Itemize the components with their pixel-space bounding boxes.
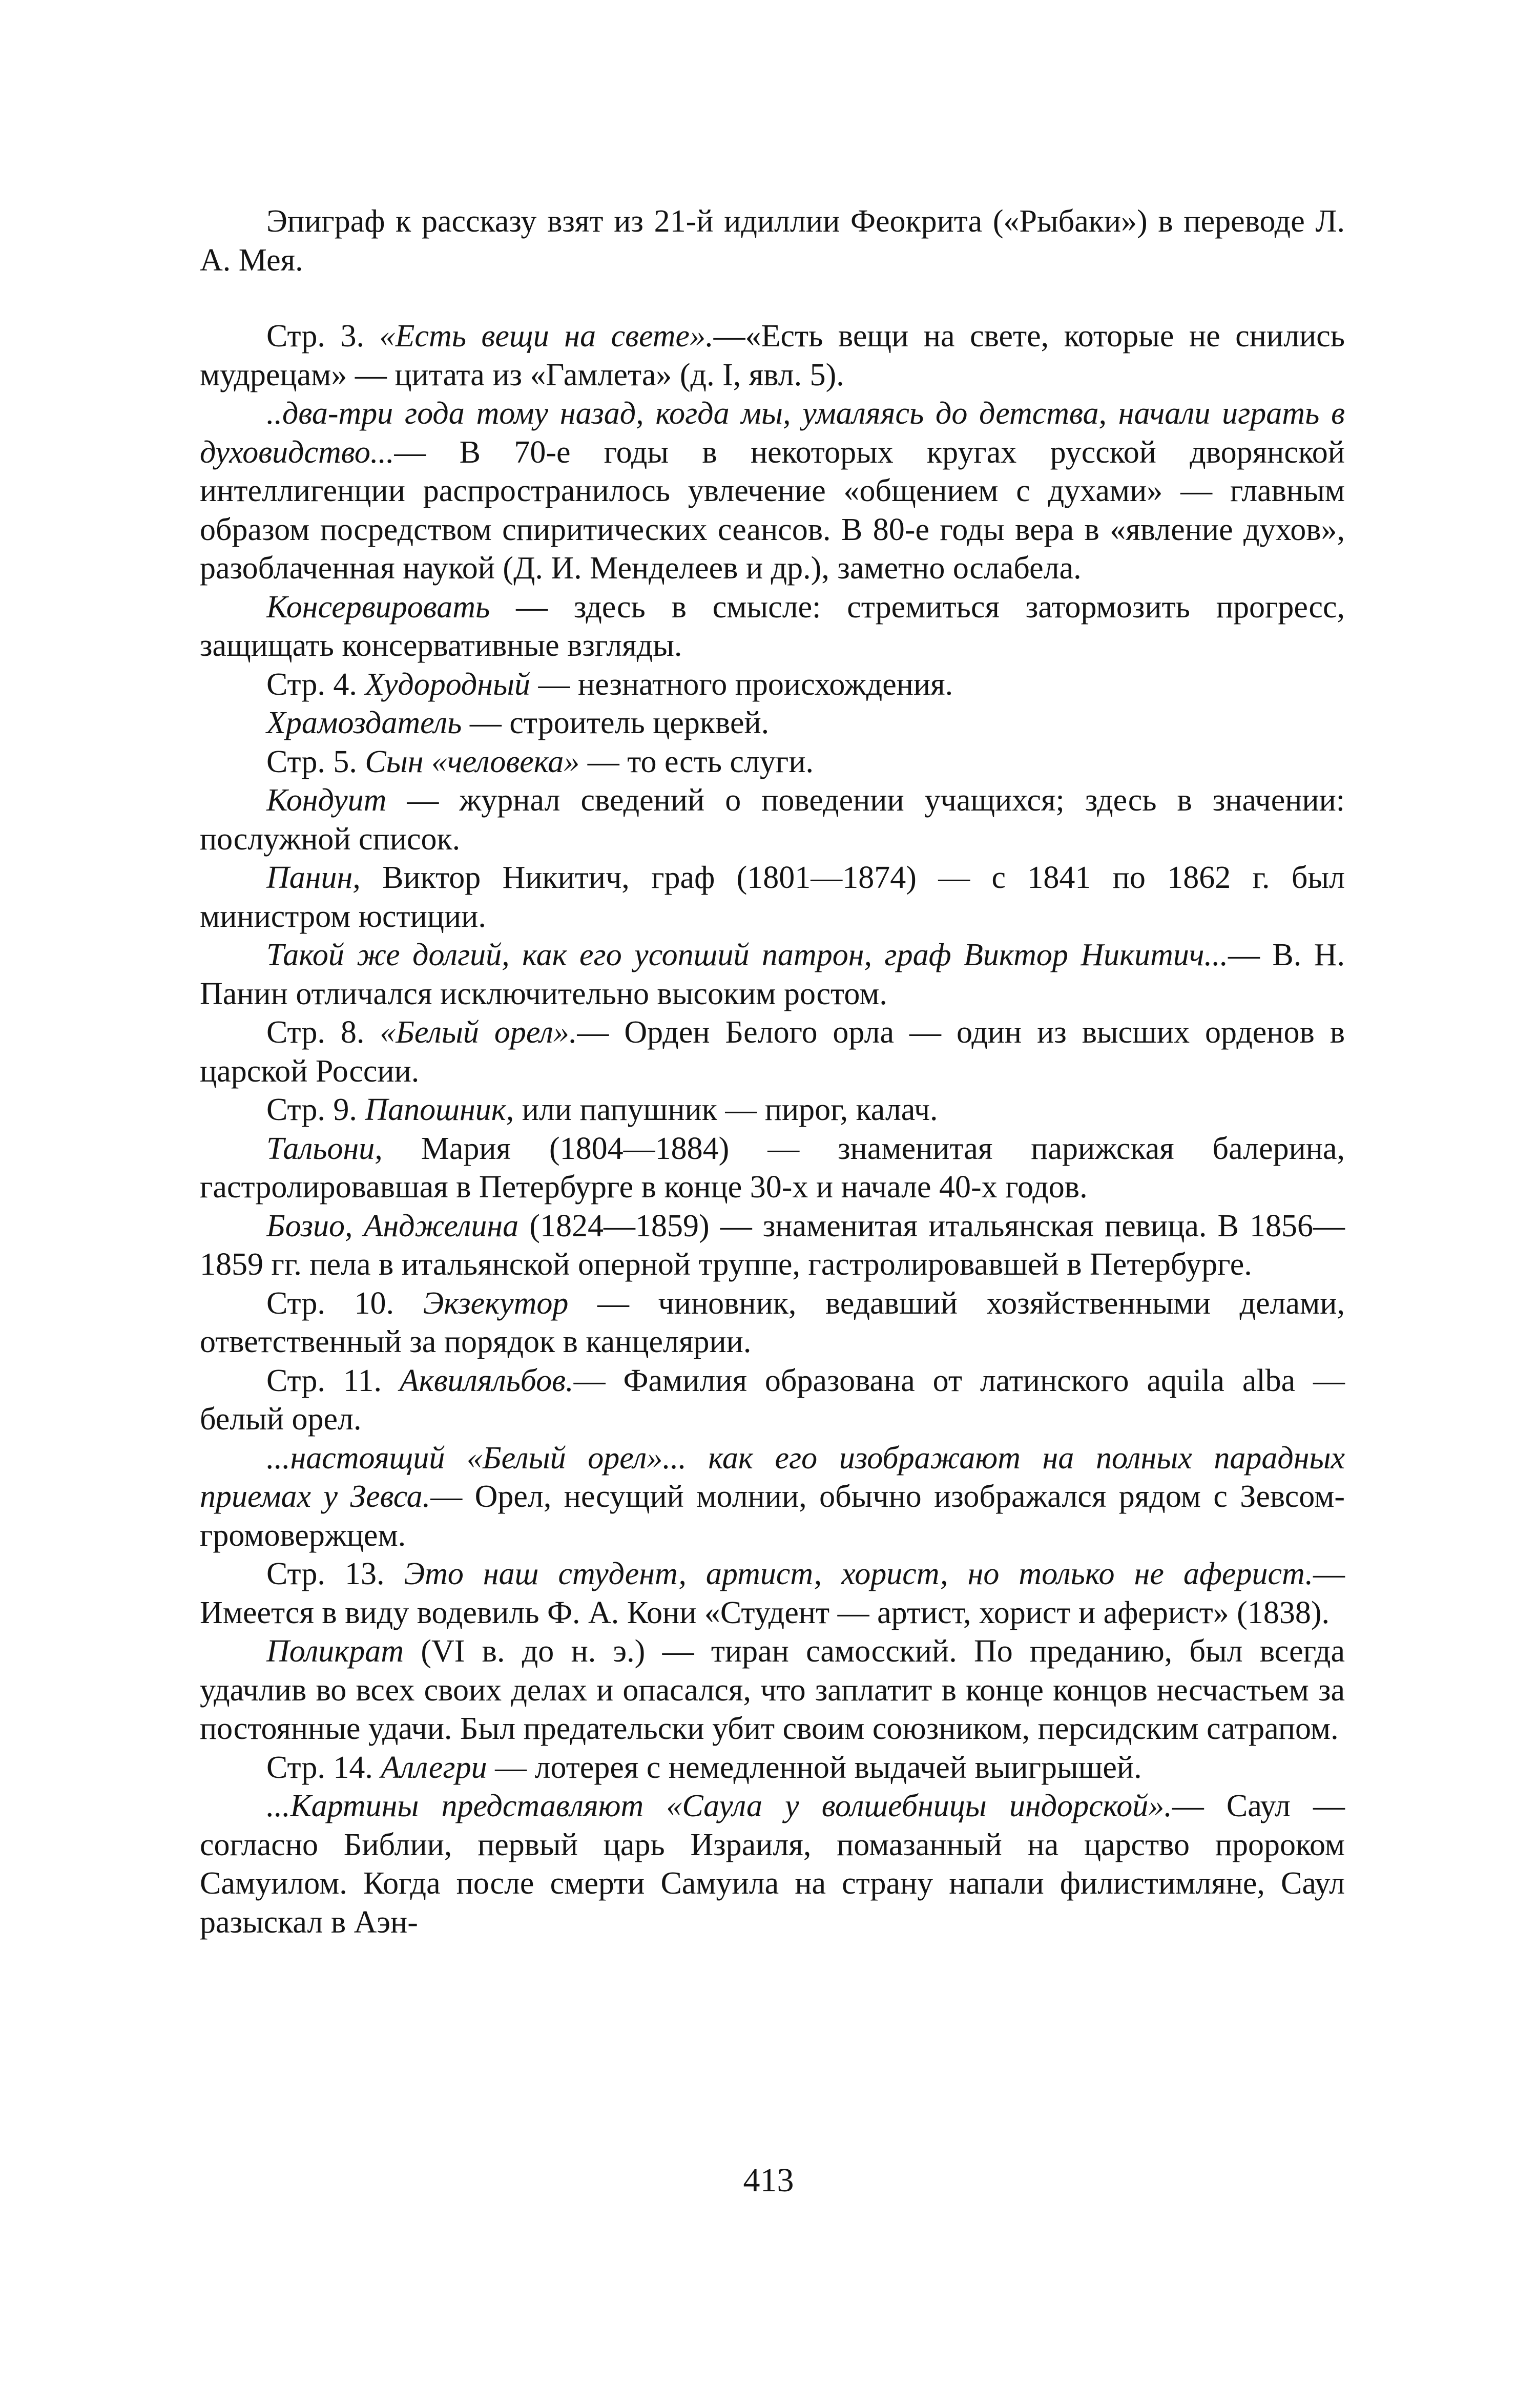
note-term: Поликрат — [266, 1634, 404, 1669]
note-item — [200, 588, 1345, 666]
note-term: «Есть вещи на свете». — [379, 319, 714, 354]
note-item — [200, 936, 1345, 1013]
note-term: Аллегри — [381, 1750, 487, 1785]
note-item — [200, 317, 1345, 395]
note-explanation: — В 70-е годы в некоторых кругах русской дворянской интеллигенции распространилось увлечение «общением с духами» — главным образом посредством спиритических сеансов. В 80-е годы вера в «явление духов», разоблаченная наукой (Д. И. Менделеев и др.), заметно ослабела. — [200, 434, 1345, 586]
note-explanation: — лотерея с немедленной выдачей выигрышей. — [487, 1750, 1142, 1785]
note-page-ref: Стр. 9. — [266, 1092, 365, 1127]
note-item — [200, 1787, 1345, 1942]
note-page-ref: Стр. 5. — [266, 744, 365, 779]
note-explanation: — Фамилия образована от латинского aquila alba — белый орел. — [200, 1363, 1345, 1437]
note-item — [200, 1013, 1345, 1091]
note-item — [200, 1439, 1345, 1555]
note-item — [200, 1555, 1345, 1632]
note-term: Панин, — [266, 860, 361, 895]
note-explanation: Виктор Никитич, граф (1801—1874) — с 1841 по 1862 г. был министром юстиции. — [200, 860, 1345, 934]
note-explanation: — В. Н. Панин отличался исключительно высоким ростом. — [200, 938, 1345, 1011]
note-term: Консервировать — [266, 589, 490, 625]
note-term: Аквиляльбов. — [399, 1363, 574, 1398]
note-explanation: — незнатного происхождения. — [530, 667, 953, 702]
note-term: Экзекутор — [423, 1285, 569, 1321]
note-explanation: — Орден Белого орла — один из высших орденов в царской России. — [200, 1015, 1345, 1089]
note-page-ref: Стр. 3. — [266, 319, 380, 354]
note-term: ..два-три года тому назад, когда мы, умаляясь до детства, начали играть в духовидство... — [200, 396, 1345, 470]
epigraph-note: Эпиграф к рассказу взят из 21-й идиллии Феокрита («Рыбаки») в переводе Л. А. Мея. — [200, 204, 1345, 278]
note-page-ref: Стр. 11. — [266, 1363, 400, 1398]
note-item — [200, 1749, 1345, 1788]
note-item — [200, 781, 1345, 859]
note-item — [200, 1207, 1345, 1284]
note-term: Это наш студент, артист, хорист, но только не аферист. — [404, 1556, 1314, 1591]
note-item — [200, 1284, 1345, 1362]
note-explanation: — то есть слуги. — [579, 744, 814, 779]
note-explanation: — чиновник, ведавший хозяйственными делами, ответственный за порядок в канцелярии. — [200, 1285, 1345, 1359]
note-explanation: — Саул — согласно Библии, первый царь Израиля, помазанный на царство пророком Самуилом. Когда после смерти Самуила на страну напали филистимляне, Саул разыскал в Аэн- — [200, 1789, 1345, 1940]
note-item — [200, 1130, 1345, 1207]
note-term: Такой же долгий, как его усопший патрон, граф Виктор Никитич... — [266, 938, 1228, 972]
note-item — [200, 666, 1345, 704]
note-term: ...Картины представляют «Саула у волшебницы индорской». — [266, 1789, 1172, 1823]
note-item — [200, 1632, 1345, 1749]
note-item — [200, 743, 1345, 782]
note-term: ...настоящий «Белый орел»... как его изображают на полных парадных приемах у Зевса. — [200, 1440, 1345, 1514]
note-page-ref: Стр. 4. — [266, 667, 365, 702]
note-page-ref: Стр. 10. — [266, 1285, 423, 1321]
note-term: Папошник, — [365, 1092, 514, 1127]
note-item — [200, 395, 1345, 588]
note-term: Храмоздатель — [266, 705, 462, 740]
note-explanation: — журнал сведений о поведении учащихся; здесь в значении: послужной список. — [200, 783, 1345, 857]
note-explanation: — здесь в смысле: стремиться затормозить прогресс, защищать консервативные взгляды. — [200, 589, 1345, 663]
note-item — [200, 1362, 1345, 1439]
note-explanation: (1824—1859) — знаменитая итальянская певица. В 1856—1859 гг. пела в итальянской оперной труппе, гастролировавшей в Петербурге. — [200, 1208, 1345, 1282]
note-explanation: Мария (1804—1884) — знаменитая парижская балерина, гастролировавшая в Петербурге в конце 30-х и начале 40-х годов. — [200, 1131, 1345, 1205]
note-explanation: (VI в. до н. э.) — тиран самосский. По преданию, был всегда удачлив во всех своих делах и опасался, что заплатит в конце концов несчастьем за постоянные удачи. Был предательски убит своим союзником, персидским сатрапом. — [200, 1634, 1345, 1746]
note-term: Тальони, — [266, 1131, 383, 1166]
note-explanation: — строитель церквей. — [462, 705, 770, 740]
note-page-ref: Стр. 13. — [266, 1556, 404, 1591]
note-term: «Белый орел». — [380, 1015, 577, 1050]
page-number: 413 — [743, 2162, 794, 2199]
note-explanation: или папушник — пирог, калач. — [514, 1092, 938, 1127]
note-term: Бозио, Анджелина — [266, 1208, 519, 1243]
note-term: Сын «человека» — [365, 744, 580, 779]
note-explanation: — Имеется в виду водевиль Ф. А. Кони «Студент — артист, хорист и аферист» (1838). — [200, 1556, 1345, 1630]
note-explanation: —«Есть вещи на свете, которые не снились мудрецам» — цитата из «Гамлета» (д. I, явл. 5). — [200, 319, 1345, 392]
note-page-ref: Стр. 14. — [266, 1750, 381, 1785]
notes-list — [200, 317, 1345, 1942]
note-item — [200, 1091, 1345, 1130]
note-explanation: — Орел, несущий молнии, обычно изображался рядом с Зевсом-громовержцем. — [200, 1479, 1345, 1553]
note-item — [200, 704, 1345, 743]
note-page-ref: Стр. 8. — [266, 1015, 380, 1050]
note-term: Кондуит — [266, 783, 387, 818]
commentary-text — [200, 202, 1345, 1942]
note-item — [200, 859, 1345, 936]
note-term: Худородный — [365, 667, 531, 702]
